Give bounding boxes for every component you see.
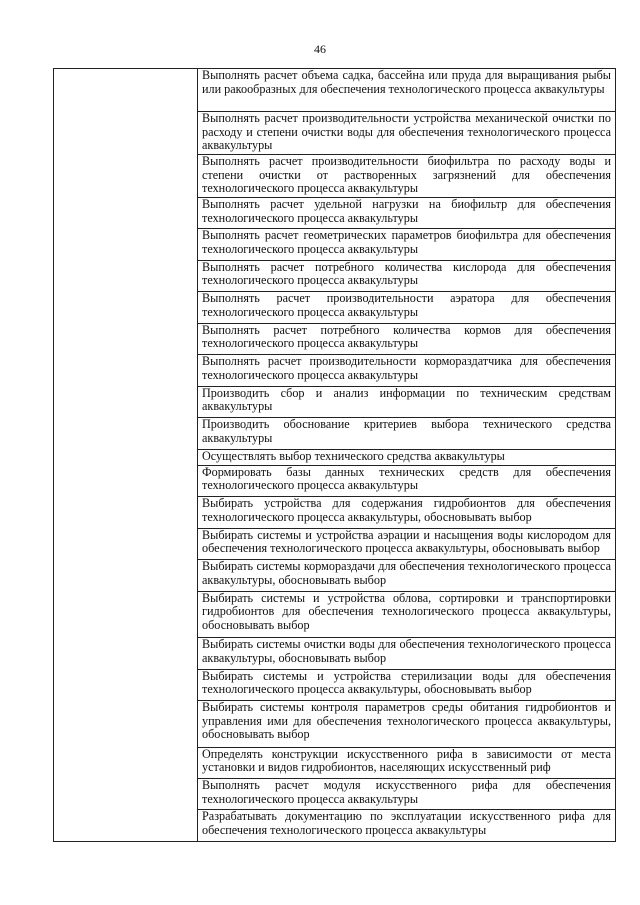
left-column-cell [54, 69, 198, 842]
table-cell: Выполнять расчет производительности устройства механической очистки по расходу и степени очистки воды для обеспечения технологического процесса аквакультуры [198, 112, 616, 155]
table-cell: Выполнять расчет потребного количества кислорода для обеспечения технологического процесса аквакультуры [198, 260, 616, 291]
table-cell: Определять конструкции искусственного рифа в зависимости от места установки и видов гидробионтов, населяющих искусственный риф [198, 747, 616, 778]
table-cell: Формировать базы данных технических средств для обеспечения технологического процесса аквакультуры [198, 465, 616, 496]
table-cell: Выполнять расчет производительности кормораздатчика для обеспечения технологического процесса аквакультуры [198, 355, 616, 386]
table-cell: Выбирать системы контроля параметров среды обитания гидробионтов и управления ими для обеспечения технологического процесса аквакультуры, обосновывать выбор [198, 700, 616, 747]
table-cell: Выполнять расчет потребного количества кормов для обеспечения технологического процесса аквакультуры [198, 323, 616, 354]
table-cell: Выбирать системы кормораздачи для обеспечения технологического процесса аквакультуры, обосновывать выбор [198, 560, 616, 591]
table-cell: Выбирать системы и устройства аэрации и насыщения воды кислородом для обеспечения технологического процесса аквакультуры, обосновывать выбор [198, 528, 616, 559]
table-row [54, 69, 616, 112]
table-cell: Выбирать системы очистки воды для обеспечения технологического процесса аквакультуры, обосновывать выбор [198, 638, 616, 669]
table-cell: Выполнять расчет геометрических параметров биофильтра для обеспечения технологического процесса аквакультуры [198, 229, 616, 260]
table-cell: Производить обоснование критериев выбора технического средства аквакультуры [198, 418, 616, 449]
page-number: 46 [314, 42, 326, 56]
table-cell: Выбирать системы и устройства стерилизации воды для обеспечения технологического процесса аквакультуры, обосновывать выбор [198, 669, 616, 700]
table-cell: Выполнять расчет производительности биофильтра по расходу воды и степени очистки от растворенных загрязнений для обеспечения технологического процесса аквакультуры [198, 155, 616, 198]
competency-table [53, 68, 616, 842]
table-cell: Выбирать устройства для содержания гидробионтов для обеспечения технологического процесса аквакультуры, обосновывать выбор [198, 497, 616, 528]
table-cell: Выполнять расчет объема садка, бассейна или пруда для выращивания рыбы или ракообразных для обеспечения технологического процесса аквакультуры [198, 69, 616, 112]
table-cell: Выполнять расчет модуля искусственного рифа для обеспечения технологического процесса аквакультуры [198, 779, 616, 810]
table-cell: Выполнять расчет удельной нагрузки на биофильтр для обеспечения технологического процесса аквакультуры [198, 198, 616, 229]
table-cell: Выбирать системы и устройства облова, сортировки и транспортировки гидробионтов для обеспечения технологического процесса аквакультуры, обосновывать выбор [198, 591, 616, 638]
table-cell: Осуществлять выбор технического средства аквакультуры [198, 449, 616, 465]
table-cell: Производить сбор и анализ информации по техническим средствам аквакультуры [198, 386, 616, 417]
table-cell: Выполнять расчет производительности аэратора для обеспечения технологического процесса аквакультуры [198, 292, 616, 323]
table-cell: Разрабатывать документацию по эксплуатации искусственного рифа для обеспечения технологического процесса аквакультуры [198, 810, 616, 842]
